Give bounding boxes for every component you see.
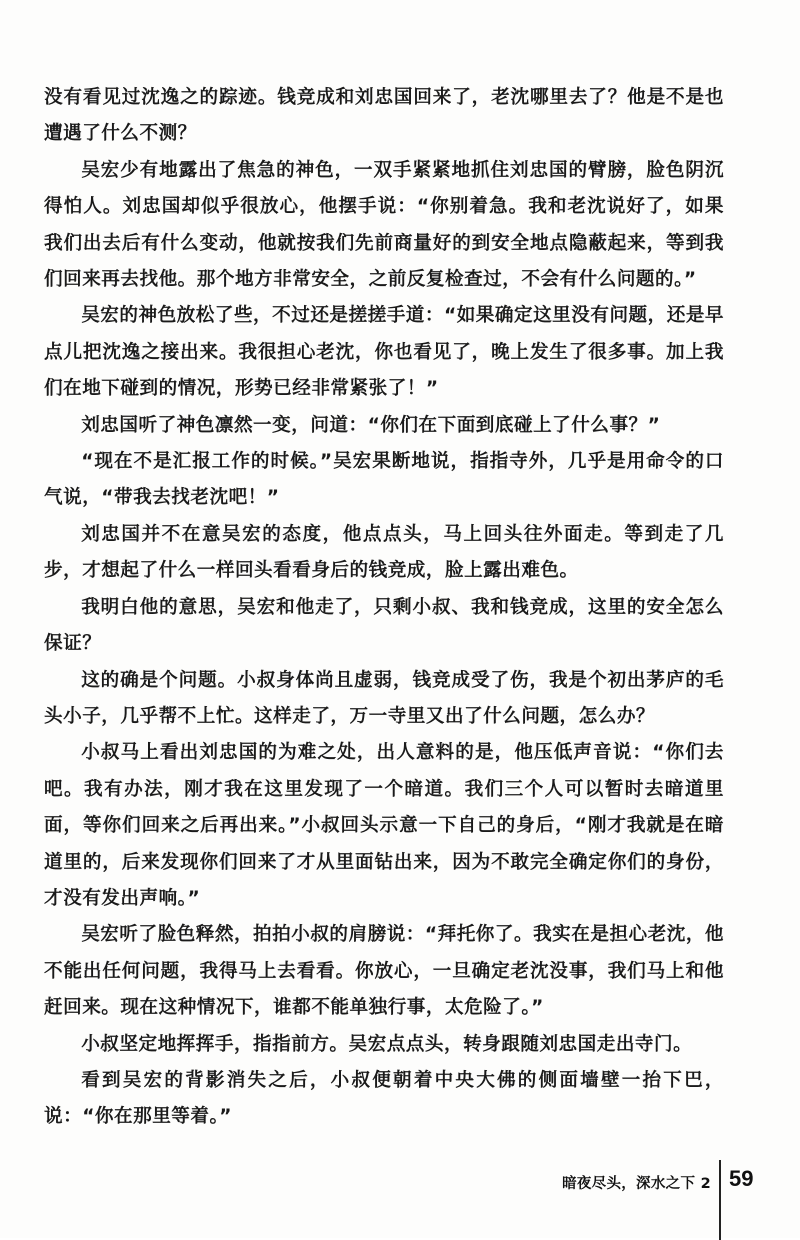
paragraph-9: 小叔马上看出刘忠国的为难之处，出人意料的是，他压低声音说：“你们去吧。我有办法，刚才我在这里发现了一个暗道。我们三个人可以暂时去暗道里面，等你们回来之后再出来。”小叔回头示意一下自己的身后，“刚才我就是在暗道里的，后来发现你们回来了才从里面钻出来，因为不敢完全确定你们的身份，才没有发出声响。”: [44, 742, 724, 909]
paragraph-10: 吴宏听了脸色释然，拍拍小叔的肩膀说：“拜托你了。我实在是担心老沈，他不能出任何问题，我得马上去看看。你放心，一旦确定老沈没事，我们马上和他赶回来。现在这种情况下，谁都不能单独行事，太危险了。”: [44, 924, 725, 1019]
running-title: 暗夜尽头，深水之下 2: [562, 1176, 711, 1192]
paragraph-12: 看到吴宏的背影消失之后，小叔便朝着中央大佛的侧面墙壁一抬下巴，说：“你在那里等着。”: [44, 1069, 724, 1128]
paragraph-3: 吴宏的神色放松了些，不过还是搓搓手道：“如果确定这里没有问题，还是早点儿把沈逸之接出来。我很担心老沈，你也看见了，晚上发生了很多事。加上我们在地下碰到的情况，形势已经非常紧张了！”: [44, 305, 725, 400]
page-footer: [0, 1160, 800, 1240]
paragraph-4: 刘忠国听了神色凛然一变，问道：“你们在下面到底碰上了什么事？”: [81, 414, 661, 436]
paragraph-1: 没有看见过沈逸之的踪迹。钱竞成和刘忠国回来了，老沈哪里去了？他是不是也遭遇了什么不测？: [44, 87, 724, 145]
paragraph-6: 刘忠国并不在意吴宏的态度，他点点头，马上回头往外面走。等到走了几步，才想起了什么一样回头看看身后的钱竞成，脸上露出难色。: [44, 523, 724, 582]
paragraph-8: 这的确是个问题。小叔身体尚且虚弱，钱竞成受了伤，我是个初出茅庐的毛头小子，几乎帮不上忙。这样走了，万一寺里又出了什么问题，怎么办？: [44, 669, 724, 727]
body-text: [44, 80, 724, 1136]
paragraph-2: 吴宏少有地露出了焦急的神色，一双手紧紧地抓住刘忠国的臂膀，脸色阴沉得怕人。刘忠国却似乎很放心，他摆手说：“你别着急。我和老沈说好了，如果我们出去后有什么变动，他就按我们先前商量好的到安全地点隐蔽起来，等到我们回来再去找他。那个地方非常安全，之前反复检查过，不会有什么问题的。”: [44, 159, 724, 291]
paragraph-11: 小叔坚定地挥挥手，指指前方。吴宏点点头，转身跟随刘忠国走出寺门。: [81, 1033, 693, 1055]
folio-divider: [719, 1160, 721, 1240]
paragraph-7: 我明白他的意思，吴宏和他走了，只剩小叔、我和钱竞成，这里的安全怎么保证？: [44, 596, 724, 655]
paragraph-5: “现在不是汇报工作的时候。”吴宏果断地说，指指寺外，几乎是用命令的口气说，“带我去找老沈吧！”: [44, 451, 724, 509]
page-number: 59: [729, 1166, 754, 1191]
